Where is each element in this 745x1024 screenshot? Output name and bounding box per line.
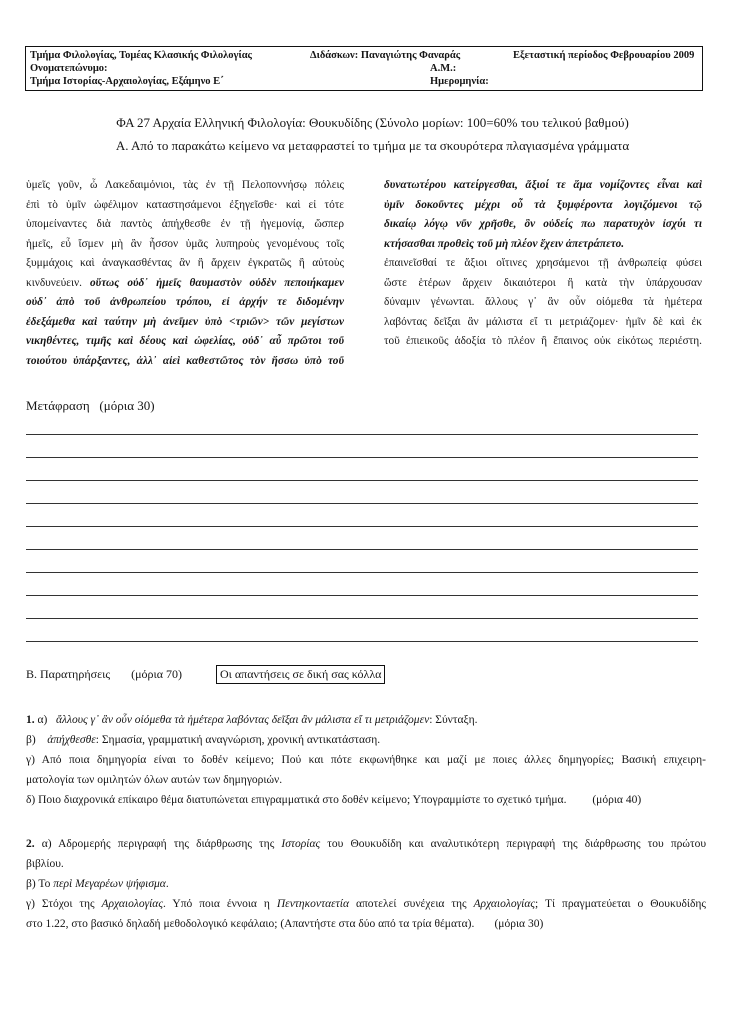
question-number: 1. bbox=[26, 714, 35, 726]
item-text: : Σύνταξη. bbox=[429, 714, 478, 726]
item-text: του Θουκυδίδη και αναλυτικότερη περιγραφή της διάρθρωσης του πρώτου bbox=[320, 838, 707, 850]
question-1b bbox=[26, 730, 706, 750]
question-1 bbox=[26, 710, 706, 810]
question-1a bbox=[26, 710, 706, 730]
text-line: ἐπὶ τὸ ὑμῖν ὠφέλιμον καταστησάμενοι ἐξηγεῖσθε· καὶ εἰ τότε bbox=[26, 198, 344, 211]
question-2 bbox=[26, 834, 706, 934]
question-2c-line1 bbox=[26, 894, 706, 914]
text-line-bold: ἐδεξάμεθα καὶ ταύτην μὴ ἀνεῖμεν ὑπὸ <τριῶν> τῶν μεγίστων bbox=[26, 315, 344, 328]
translation-points: (μόρια 30) bbox=[99, 398, 155, 413]
question-2c-line2 bbox=[26, 914, 706, 934]
text-line-bold: τοιούτου ὑπάρξαντες, ἀλλ᾽ αἰεὶ καθεστῶτος τὸν ἥσσω ὑπὸ τοῦ bbox=[26, 354, 344, 367]
italic-term: Ιστορίας bbox=[281, 838, 321, 850]
program-label: Τμήμα Ιστορίας-Αρχαιολογίας, Εξάμηνο Ε΄ bbox=[30, 76, 224, 87]
date-field-label: Ημερομηνία: bbox=[430, 76, 489, 87]
answer-line[interactable] bbox=[26, 641, 698, 642]
italic-term: περὶ Μεγαρέων ψήφισμα bbox=[53, 878, 166, 890]
item-text: : Σημασία, γραμματική αναγνώριση, χρονική αντικατάσταση. bbox=[95, 734, 381, 746]
item-text: ; Τί πραγματεύεται ο Θουκυδίδης bbox=[535, 898, 706, 910]
item-text: δ) Ποιο διαχρονικά επίκαιρο θέμα διατυπώνεται επιγραμματικά στο δοθέν κείμενο; Υπογραμμίστε το σχετικό τμήμα. bbox=[26, 794, 567, 806]
quoted-phrase: ἄλλους γ᾽ ἂν οὖν οἰόμεθα τὰ ἡμέτερα λαβόντας δεῖξαι ἂν μάλιστα εἴ τι μετριάζομεν bbox=[55, 714, 430, 726]
item-text: . Υπό ποια έννοια η bbox=[163, 898, 277, 910]
text-line bbox=[26, 274, 344, 294]
answer-line[interactable] bbox=[26, 480, 698, 481]
answer-line[interactable] bbox=[26, 549, 698, 550]
item-text: . bbox=[165, 878, 169, 890]
exam-period-label: Εξεταστική περίοδος Φεβρουαρίου 2009 bbox=[513, 50, 695, 61]
item-prefix: β) Το bbox=[26, 878, 54, 890]
answers-note-box: Οι απαντήσεις σε δική σας κόλλα bbox=[216, 665, 385, 684]
full-name-field-label: Ονοματεπώνυμο: bbox=[30, 63, 108, 74]
student-id-field-label: Α.Μ.: bbox=[430, 63, 457, 74]
text-line-bold: δυνατωτέρου κατείργεσθαι, ἄξιοί τε ἅμα νομίζοντες εἶναι καὶ bbox=[384, 179, 702, 191]
text-line: ξυμμάχοις καὶ ἀναγκασθέντας ἂν ἢ ἄρχειν ἐγκρατῶς ἢ αὐτοὺς bbox=[26, 257, 344, 269]
item-points: (μόρια 40) bbox=[592, 794, 642, 806]
item-text: α) Αδρομερής περιγραφή της διάρθρωσης της bbox=[41, 838, 282, 850]
question-2a-line1 bbox=[26, 834, 706, 854]
answer-line[interactable] bbox=[26, 572, 698, 573]
text-line-bold: κτήσασθαι προθεὶς τοῦ μὴ πλέον ἔχειν ἀπετράπετο. bbox=[384, 237, 625, 250]
question-2a-line2: βιβλίου. bbox=[26, 858, 64, 870]
item-text: στο 1.22, στο βασικό δηλαδή μεθοδολογικό κεφάλαιο; (Απαντήστε στα δύο από τα τρία θέματα). bbox=[26, 918, 475, 930]
italic-term: Αρχαιολογίας bbox=[101, 898, 164, 910]
answer-line[interactable] bbox=[26, 503, 698, 504]
italic-term: Πεντηκονταετία bbox=[276, 898, 350, 910]
exam-title: ΦΑ 27 Αρχαία Ελληνική Φιλολογία: Θουκυδίδης (Σύνολο μορίων: 100=60% του τελικού βαθμού) bbox=[116, 115, 629, 130]
text-plain-part: κινδυνεύειν. bbox=[26, 276, 91, 289]
italic-term: Αρχαιολογίας bbox=[473, 898, 536, 910]
text-bold-part: οὕτως οὐδ᾽ ἡμεῖς θαυμαστὸν οὐδὲν πεποιήκαμεν bbox=[90, 276, 344, 289]
question-1d bbox=[26, 790, 706, 810]
answer-line[interactable] bbox=[26, 595, 698, 596]
item-prefix: β) bbox=[26, 734, 36, 746]
text-line: ἡμεῖς, εὖ ἴσμεν μὴ ἂν ἧσσον ὑμᾶς λυπηροὺς γενομένους τοῖς bbox=[26, 237, 344, 250]
quoted-word: ἀπήχθεσθε bbox=[47, 734, 96, 746]
answer-line[interactable] bbox=[26, 434, 698, 435]
text-line: ὑμεῖς γοῦν, ὦ Λακεδαιμόνιοι, τὰς ἐν τῇ Πελοποννήσῳ πόλεις bbox=[26, 179, 344, 191]
text-line: λαβόντας δεῖξαι ἂν μάλιστα εἴ τι μετριάζομεν· ἡμῖν δὲ καὶ ἐκ bbox=[384, 315, 702, 328]
item-text: αποτελεί συνέχεια της bbox=[349, 898, 474, 910]
text-line: τοῦ ἐπιεικοῦς ἀδοξία τὸ πλέον ἢ ἔπαινος οὐκ εἰκότως περιέστη. bbox=[384, 335, 702, 347]
greek-text-left-column bbox=[26, 176, 344, 371]
question-1c-line2: ματολογία των ομιλητών όλων αυτών των δημηγοριών. bbox=[26, 774, 283, 786]
greek-text-right-column bbox=[384, 176, 702, 352]
text-line: δύναμιν γένωνται. ἄλλους γ᾽ ἂν οὖν οἰόμεθα τὰ ἡμέτερα bbox=[384, 296, 702, 308]
text-line-bold: δικαίῳ λόγῳ νῦν χρῆσθε, ὃν οὐδείς πω παρατυχὸν ἰσχύι τι bbox=[384, 218, 702, 230]
text-line-bold: ὑμῖν δοκοῦντες μέχρι οὗ τὰ ξυμφέροντα λογιζόμενοι τῷ bbox=[384, 198, 702, 211]
section-a-instruction: Α. Από το παρακάτω κείμενο να μεταφραστεί το τμήμα με τα σκουρότερα πλαγιασμένα γράμματα bbox=[115, 138, 630, 153]
item-points: (μόρια 30) bbox=[494, 918, 544, 930]
text-line: ὥστε ἑτέρων ἄρχειν δικαιότεροι ἢ κατὰ τὴν ὑπάρχουσαν bbox=[384, 276, 702, 289]
section-b-points: (μόρια 70) bbox=[131, 667, 183, 681]
item-prefix: α) bbox=[37, 714, 48, 726]
text-line-bold: νικηθέντες, τιμῆς καὶ δέους καὶ ὠφελίας, οὐδ᾽ αὖ πρῶτοι τοῦ bbox=[26, 335, 344, 347]
translation-heading bbox=[26, 398, 155, 414]
section-b-heading bbox=[26, 667, 182, 682]
instructor-label: Διδάσκων: Παναγιώτης Φαναράς bbox=[310, 50, 461, 61]
department-label: Τμήμα Φιλολογίας, Τομέας Κλασικής Φιλολογίας bbox=[30, 50, 252, 61]
section-b-label: Β. Παρατηρήσεις bbox=[26, 667, 111, 681]
translation-label: Μετάφραση bbox=[26, 398, 90, 413]
answer-line[interactable] bbox=[26, 526, 698, 527]
exam-header-box bbox=[25, 46, 703, 91]
answer-line[interactable] bbox=[26, 618, 698, 619]
text-line-bold: οὐδ᾽ ἀπὸ τοῦ ἀνθρωπείου τρόπου, εἰ ἀρχήν τε διδομένην bbox=[26, 296, 344, 308]
answer-line[interactable] bbox=[26, 457, 698, 458]
question-number: 2. bbox=[26, 838, 35, 850]
question-2b bbox=[26, 874, 706, 894]
question-1c-line1: γ) Από ποια δημηγορία είναι το δοθέν κείμενο; Πού και πότε εκφωνήθηκε και μαζί με ποιες άλλες δημηγορίες; Βασική επιχειρη- bbox=[26, 754, 706, 766]
text-line: ὑπομείναντες διὰ παντὸς ἀπήχθεσθε ἐν τῇ ἡγεμονίᾳ, ὥσπερ bbox=[26, 218, 344, 230]
text-line: ἐπαινεῖσθαί τε ἄξιοι οἵτινες χρησάμενοι τῇ ἀνθρωπείᾳ φύσει bbox=[384, 257, 702, 269]
item-text: γ) Στόχοι της bbox=[26, 898, 102, 910]
